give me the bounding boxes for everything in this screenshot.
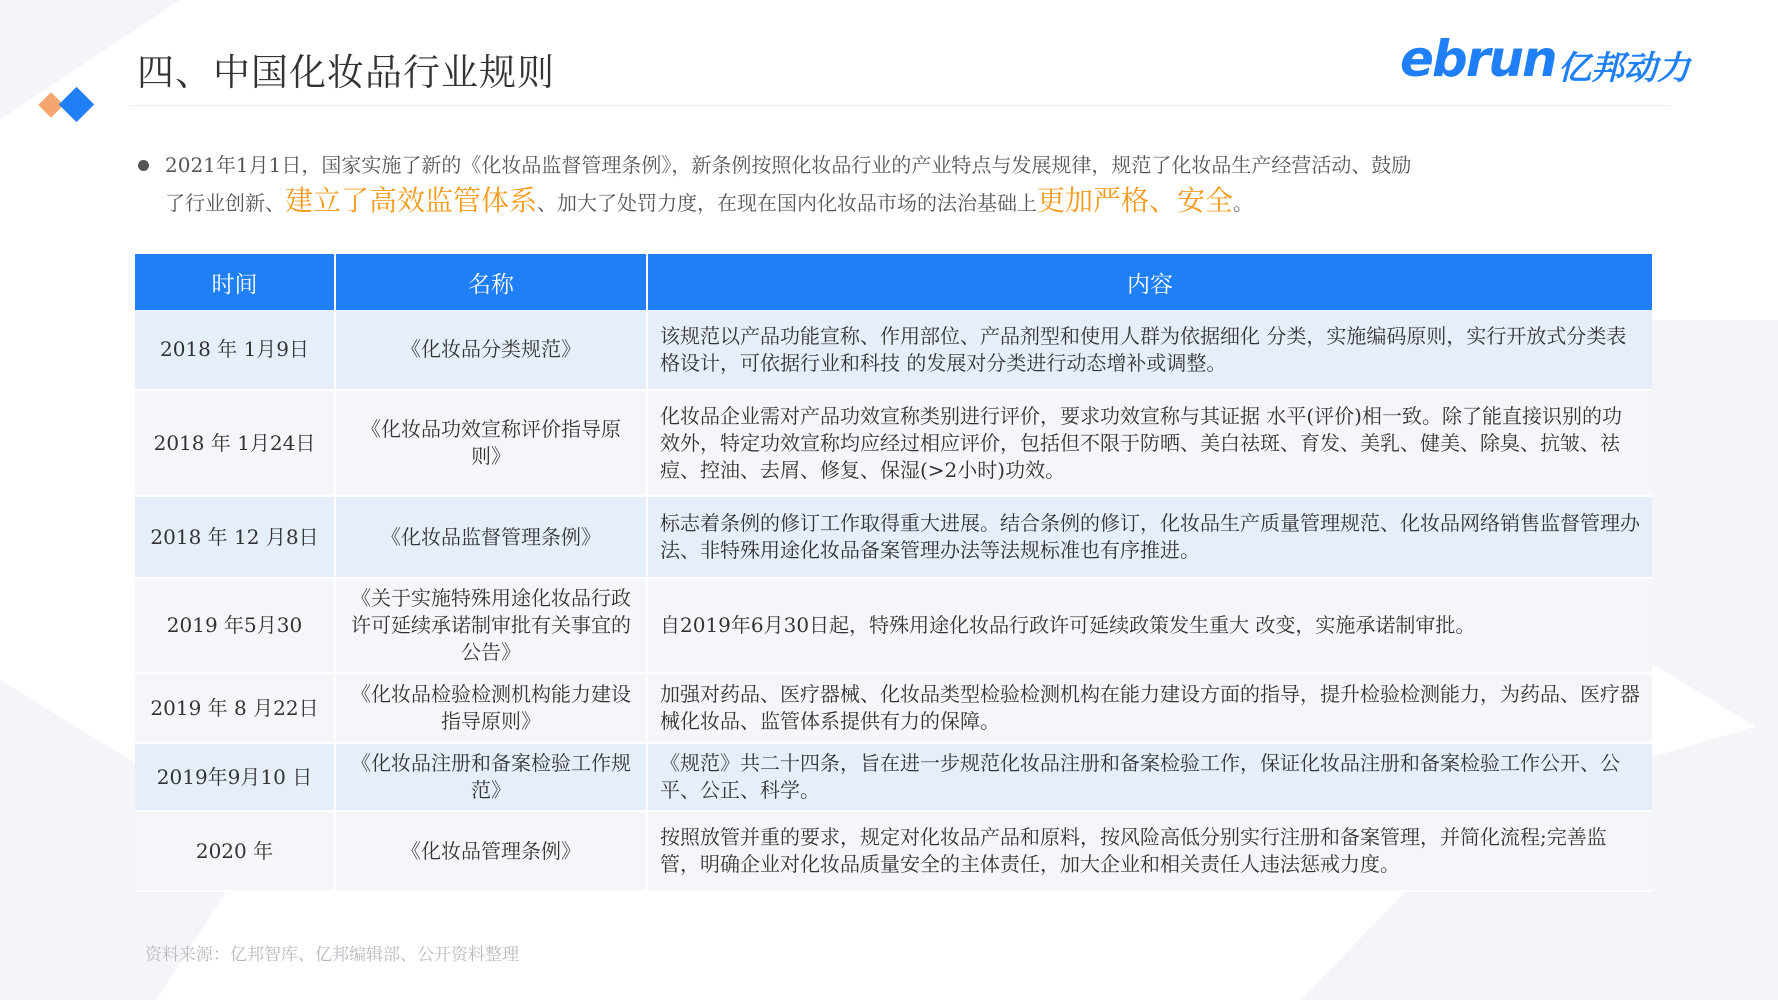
cell-time: 2019 年5月30 [135,578,335,673]
cell-name: 《化妆品注册和备案检验工作规范》 [335,743,647,811]
logo-word: ebrun [1400,30,1556,88]
cell-time: 2019 年 8 月22日 [135,673,335,743]
header-content: 内容 [647,254,1652,310]
decorative-diamonds-icon [38,88,108,128]
bullet-icon [138,160,149,171]
intro-highlight-1: 建立了高效监管体系 [285,184,538,217]
cell-content: 该规范以产品功能宣称、作用部位、产品剂型和使用人群为依据细化 分类，实施编码原则，实行开放式分类表格设计，可依据行业和科技 的发展对分类进行动态增补或调整。 [647,310,1652,390]
cell-content: 《规范》共二十四条，旨在进一步规范化妆品注册和备案检验工作，保证化妆品注册和备案检验工作公开、公平、公正、科学。 [647,743,1652,811]
intro-text: 了行业创新、 [165,191,285,215]
title-divider [130,105,1670,106]
cell-time: 2018 年 1月24日 [135,390,335,496]
cell-name: 《化妆品分类规范》 [335,310,647,390]
intro-text: 、加大了处罚力度，在现在国内化妆品市场的法治基础上 [537,191,1038,215]
cell-time: 2018 年 12 月8日 [135,496,335,578]
cell-name: 《化妆品功效宣称评价指导原则》 [335,390,647,496]
cell-name: 《关于实施特殊用途化妆品行政许可延续承诺制审批有关事宜的公告》 [335,578,647,673]
regulations-table [135,254,1652,892]
cell-content: 自2019年6月30日起，特殊用途化妆品行政许可延续政策发生重大 改变，实施承诺制审批。 [647,578,1652,673]
table-row [135,496,1652,578]
intro-line-2 [165,182,1253,222]
intro-text: 。 [1233,191,1254,215]
table-row [135,310,1652,390]
logo-chinese: 亿邦动力 [1558,48,1690,87]
source-note: 资料来源：亿邦智库、亿邦编辑部、公开资料整理 [145,945,519,965]
cell-content: 按照放管并重的要求，规定对化妆品产品和原料，按风险高低分别实行注册和备案管理，并简化流程;完善监管，明确企业对化妆品质量安全的主体责任，加大企业和相关责任人违法惩戒力度。 [647,811,1652,891]
cell-name: 《化妆品监督管理条例》 [335,496,647,578]
header-time: 时间 [135,254,335,310]
table-header-row [135,254,1652,310]
page-title: 四、中国化妆品行业规则 [137,51,555,94]
table-row [135,743,1652,811]
cell-content: 加强对药品、医疗器械、化妆品类型检验检测机构在能力建设方面的指导，提升检验检测能力，为药品、医疗器械化妆品、监管体系提供有力的保障。 [647,673,1652,743]
header-name: 名称 [335,254,647,310]
table-row [135,673,1652,743]
intro-highlight-2: 更加严格、安全 [1037,184,1234,217]
cell-time: 2020 年 [135,811,335,891]
cell-time: 2018 年 1月9日 [135,310,335,390]
cell-content: 化妆品企业需对产品功效宣称类别进行评价，要求功效宣称与其证据 水平(评价)相一致。除了能直接识别的功效外，特定功效宣称均应经过相应评价，包括但不限于防晒、美白祛斑、育发、美乳、健美、除臭、抗皱、祛痘、控油、去屑、修复、保湿(>2小时)功效。 [647,390,1652,496]
cell-name: 《化妆品检验检测机构能力建设指导原则》 [335,673,647,743]
intro-line-1: 2021年1月1日，国家实施了新的《化妆品监督管理条例》，新条例按照化妆品行业的产业特点与发展规律，规范了化妆品生产经营活动、鼓励 [165,153,1412,177]
table-row [135,811,1652,891]
cell-name: 《化妆品管理条例》 [335,811,647,891]
cell-content: 标志着条例的修订工作取得重大进展。结合条例的修订，化妆品生产质量管理规范、化妆品网络销售监督管理办法、非特殊用途化妆品备案管理办法等法规标准也有序推进。 [647,496,1652,578]
table-row [135,578,1652,673]
cell-time: 2019年9月10 日 [135,743,335,811]
table-row [135,390,1652,496]
